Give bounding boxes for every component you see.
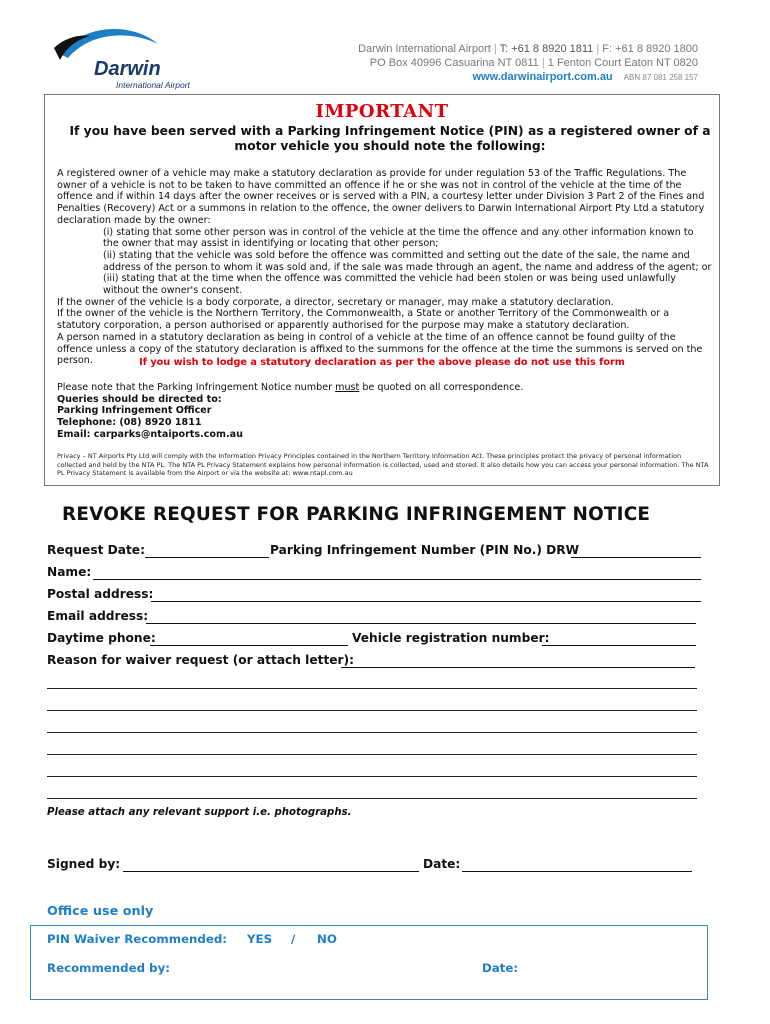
reason-line[interactable] (47, 798, 697, 799)
officer-email: Email: carparks@ntaiports.com.au (57, 428, 243, 440)
attach-note: Please attach any relevant support i.e. photographs. (47, 807, 352, 818)
body-paragraph: A person named in a statutory declaration as being in control of a vehicle at the time of an offence cannot be found guilty of the offence unless a copy of the statutory declaration is affixed to the summons for the offence at the time the summons is served on the person. (57, 331, 703, 367)
reason-line[interactable] (47, 710, 697, 711)
office-use-title: Office use only (47, 904, 154, 919)
phone-label: T: (499, 43, 509, 55)
officer-title: Parking Infringement Officer (57, 405, 212, 417)
vehicle-rego-field[interactable] (542, 645, 696, 646)
reason-label: Reason for waiver request (or attach letter): (47, 653, 354, 667)
no-option[interactable]: NO (317, 932, 337, 946)
note-must: must (335, 382, 360, 393)
email-address-field[interactable] (146, 623, 696, 624)
separator: | (493, 43, 497, 55)
logo-name: Darwin (94, 58, 161, 80)
postal-label: Postal address: (47, 587, 154, 601)
name-field[interactable] (93, 579, 701, 580)
reason-line[interactable] (47, 754, 697, 755)
recommended-by-label: Recommended by: (47, 961, 171, 975)
office-use-box (30, 925, 708, 1000)
yes-option[interactable]: YES (247, 932, 273, 946)
postal-address-field[interactable] (151, 601, 701, 602)
fax-value: +61 8 8920 1800 (615, 43, 698, 55)
pin-number-field[interactable] (571, 557, 701, 558)
name-row (47, 565, 702, 583)
important-subtitle: If you have been served with a Parking Infringement Notice (PIN) as a registered owner of a motor vehicle you should note the following: (69, 124, 711, 153)
reason-field[interactable] (341, 667, 695, 668)
request-date-row (47, 543, 702, 561)
street-address: 1 Fenton Court Eaton NT 0820 (547, 57, 698, 69)
separator: | (596, 43, 600, 55)
request-date-label: Request Date: (47, 543, 145, 557)
pin-note (57, 382, 712, 394)
email-label: Email address: (47, 609, 149, 623)
date-label: Date: (423, 857, 461, 871)
daytime-phone-field[interactable] (150, 645, 348, 646)
fax-label: F: (602, 43, 613, 55)
darwin-airport-logo (50, 22, 210, 92)
pin-label: Parking Infringement Number (PIN No.) DRW (270, 543, 580, 557)
logo-subtitle: International Airport (116, 80, 190, 90)
contact-block (300, 42, 698, 85)
name-label: Name: (47, 565, 92, 579)
signature-date-field[interactable] (462, 871, 692, 872)
po-box: PO Box 40996 Casuarina NT 0811 (369, 57, 539, 69)
statutory-warning: If you wish to lodge a statutory declaration as per the above please do not use this form (139, 357, 625, 368)
contact-line-3 (300, 70, 698, 85)
reason-line[interactable] (47, 688, 697, 689)
body-paragraph: If the owner of the vehicle is the Northern Territory, the Commonwealth, a State or another Territory of the Commonwealth or a statutory corporation, a person authorised or apparently authorised for the purpose may make a statutory declaration. (57, 308, 670, 332)
phone-row (47, 631, 702, 649)
important-title: IMPORTANT (315, 101, 449, 122)
reason-line[interactable] (47, 732, 697, 733)
email-row (47, 609, 702, 627)
reason-row (47, 653, 702, 671)
important-body (57, 168, 712, 367)
phone-label: Daytime phone: (47, 631, 156, 645)
body-clause-iii: (iii) stating that at the time when the offence was committed the vehicle had been stolen or was being used unlawfully without the owner's consent. (103, 273, 676, 297)
phone-value: +61 8 8920 1811 (511, 43, 594, 55)
note-text: Please note that the Parking Infringement Notice number (57, 382, 336, 393)
website-link[interactable]: www.darwinairport.com.au (472, 71, 613, 83)
body-paragraph: If the owner of the vehicle is a body corporate, a director, secretary or manager, may make a statutory declaration. (57, 296, 614, 308)
officer-phone: Telephone: (08) 8920 1811 (57, 417, 202, 429)
contact-line-2 (300, 56, 698, 70)
office-date-label: Date: (482, 961, 519, 975)
rego-label: Vehicle registration number: (352, 631, 550, 645)
signature-field[interactable] (123, 871, 419, 872)
reason-line[interactable] (47, 776, 697, 777)
option-separator: / (291, 932, 296, 946)
note-text: be quoted on all correspondence. (359, 382, 524, 393)
signed-by-label: Signed by: (47, 857, 121, 871)
body-paragraph: A registered owner of a vehicle may make a statutory declaration as provide for under regulation 53 of the Traffic Regulations. The owner of a vehicle is not to be taken to have committed an offence if he or she was not in control of the vehicle at the time of the offence and if within 14 days after the owner receives or is served with a PIN, a courtesy letter under Division 3 Part 2 of the Fines and Penalties (Recovery) Act or a summons in relation to the offence, the owner delivers to Darwin International Airport Pty Ltd a statutory declaration made by the owner: (57, 168, 705, 226)
org-name: Darwin International Airport (358, 43, 491, 55)
postal-row (47, 587, 702, 605)
privacy-statement: Privacy – NT Airports Pty Ltd will comply with the Information Privacy Principles contained in the Northern Territory Information Act. These principles protect the privacy of personal information collected and held by the NTA PL. The NTA PL Privacy Statement explains how personal information is collected, used and stored. It also details how you can access your personal information. The NTA PL Privacy Statement is available from the Airport or via the website at: www.ntapl.com.au (57, 452, 709, 478)
signature-row (47, 857, 702, 875)
contact-line-1 (300, 42, 698, 56)
separator: | (541, 57, 545, 69)
correspondence-note (57, 382, 712, 441)
queries-heading: Queries should be directed to: (57, 393, 222, 405)
body-clause-ii: (ii) stating that the vehicle was sold before the offence was committed and setting out the date of the sale, the name and address of the person to whom it was sold and, if the sale was made through an agent, the name and address of the agent; or (103, 249, 712, 273)
pin-waiver-label: PIN Waiver Recommended: (47, 932, 228, 946)
abn-number: ABN 87 081 258 157 (623, 73, 698, 82)
request-date-field[interactable] (145, 557, 269, 558)
body-clause-i: (i) stating that some other person was in control of the vehicle at the time the offence and any other information known to the owner that may assist in identifying or locating that other person; (103, 226, 694, 250)
form-title: REVOKE REQUEST FOR PARKING INFRINGEMENT NOTICE (62, 504, 651, 525)
